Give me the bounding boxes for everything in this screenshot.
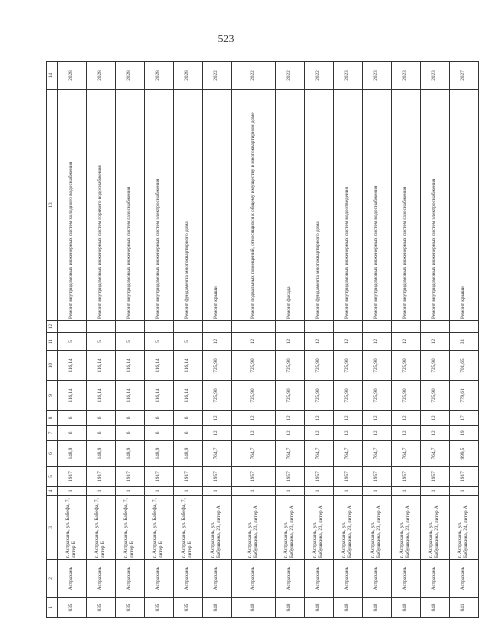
table-cell: 12	[305, 411, 334, 426]
table-cell	[334, 321, 363, 333]
table-cell: 1	[421, 487, 450, 496]
table-cell: 116,14	[145, 351, 174, 381]
table-cell: 779,61	[450, 381, 479, 411]
table-cell: 12	[305, 426, 334, 441]
table-cell: 1	[145, 487, 174, 496]
table-cell: 1	[392, 487, 421, 496]
table-cell: 6	[58, 426, 87, 441]
table-cell: 1	[450, 487, 479, 496]
table-cell: 1917	[450, 467, 479, 487]
table-cell: Ремонт фасада	[276, 90, 305, 321]
table-cell: Астрахань	[87, 560, 116, 598]
table-cell: 841	[450, 598, 479, 618]
table-cell: Астрахань	[392, 560, 421, 598]
table-cell: 2023	[334, 62, 363, 90]
table-cell: 835	[145, 598, 174, 618]
table-cell: 1957	[421, 467, 450, 487]
column-header: 1	[47, 598, 58, 618]
table-row	[232, 62, 276, 618]
table-cell: 6	[145, 426, 174, 441]
table-cell: 835	[58, 598, 87, 618]
table-cell: Ремонт фундамента многоквартирного дома	[174, 90, 203, 321]
table-row	[363, 62, 392, 618]
table-cell: 1917	[145, 467, 174, 487]
table-cell: 1957	[363, 467, 392, 487]
table-cell: 725,90	[421, 351, 450, 381]
table-cell: Астрахань	[145, 560, 174, 598]
table-cell: 12	[363, 411, 392, 426]
table-cell: 1957	[334, 467, 363, 487]
column-header: 4	[47, 487, 58, 496]
table-cell: 1957	[276, 467, 305, 487]
table-cell: 5	[116, 333, 145, 351]
table-cell: 12	[392, 411, 421, 426]
table-cell: Астрахань	[305, 560, 334, 598]
table-cell: 116,14	[58, 381, 87, 411]
table-cell: 835	[87, 598, 116, 618]
table-cell: 2027	[450, 62, 479, 90]
table-cell: 725,90	[232, 381, 276, 411]
table-cell: Ремонт внутридомовых инженерных систем водоотведения	[334, 90, 363, 321]
table-cell: 12	[421, 411, 450, 426]
table-cell	[203, 321, 232, 333]
table-cell: Ремонт внутридомовых инженерных систем газоснабжения	[392, 90, 421, 321]
table-cell: 19	[450, 426, 479, 441]
table-cell: 1	[174, 487, 203, 496]
table-cell: г. Астрахань, ул. Бабефа, 7, литер Б	[145, 496, 174, 560]
rotated-table-container	[46, 62, 469, 618]
table-cell: 12	[363, 426, 392, 441]
table-cell: 2022	[276, 62, 305, 90]
table-cell: 1917	[58, 467, 87, 487]
column-header: 5	[47, 467, 58, 487]
table-row	[392, 62, 421, 618]
table-cell: 835	[116, 598, 145, 618]
table-cell: г. Астрахань, ул. Бабушкина, 24, литер А	[450, 496, 479, 560]
table-row	[145, 62, 174, 618]
table-cell: Ремонт крыши	[203, 90, 232, 321]
table-cell: 6	[58, 411, 87, 426]
table-cell: г. Астрахань, ул. Бабефа, 7, литер Б	[87, 496, 116, 560]
table-cell: Ремонт внутридомовых инженерных систем электроснабжения	[421, 90, 450, 321]
column-header: 14	[47, 62, 58, 90]
table-cell: 725,90	[276, 351, 305, 381]
table-cell: Ремонт фундамента многоквартирного дома	[305, 90, 334, 321]
table-cell: 764,7	[334, 441, 363, 467]
table-cell	[145, 321, 174, 333]
table-row	[203, 62, 232, 618]
table-cell: 2028	[87, 62, 116, 90]
table-cell: 725,90	[305, 381, 334, 411]
table-cell: 148,9	[116, 441, 145, 467]
table-cell: 1	[276, 487, 305, 496]
table-cell: 12	[334, 333, 363, 351]
table-cell: 148,9	[58, 441, 87, 467]
table-cell: 12	[305, 333, 334, 351]
table-row	[334, 62, 363, 618]
table-cell: 2023	[363, 62, 392, 90]
table-cell: 12	[203, 333, 232, 351]
table-cell: 12	[232, 411, 276, 426]
table-row	[305, 62, 334, 618]
table-cell: 1957	[232, 467, 276, 487]
column-header: 6	[47, 441, 58, 467]
table-cell: 2028	[145, 62, 174, 90]
table-cell: 12	[334, 426, 363, 441]
table-cell: 840	[232, 598, 276, 618]
table-cell: 725,90	[305, 351, 334, 381]
table-cell: 1917	[116, 467, 145, 487]
table-cell	[305, 321, 334, 333]
table-cell: Астрахань	[363, 560, 392, 598]
table-cell: 725,90	[392, 351, 421, 381]
table-cell: г. Астрахань, ул. Бабушкина, 23, литер А	[305, 496, 334, 560]
table-row	[421, 62, 450, 618]
table-row	[174, 62, 203, 618]
table-cell: 840	[203, 598, 232, 618]
table-cell: 835	[174, 598, 203, 618]
table-cell	[450, 321, 479, 333]
table-cell	[392, 321, 421, 333]
column-header: 9	[47, 381, 58, 411]
table-cell: Ремонт внутридомовых инженерных систем газоснабжения	[116, 90, 145, 321]
table-cell: 116,14	[174, 381, 203, 411]
table-row	[450, 62, 479, 618]
table-cell: 148,9	[174, 441, 203, 467]
table-cell: 1	[363, 487, 392, 496]
table-cell: 12	[421, 333, 450, 351]
page-number: 523	[217, 33, 235, 45]
table-cell: 840	[276, 598, 305, 618]
table-cell: г. Астрахань, ул. Бабушкина, 23, литер А	[276, 496, 305, 560]
table-cell: 12	[203, 411, 232, 426]
table-cell: 701,65	[450, 351, 479, 381]
table-cell: 12	[392, 333, 421, 351]
table-cell: г. Астрахань, ул. Бабефа, 7, литер Б	[58, 496, 87, 560]
table-cell	[421, 321, 450, 333]
table-cell: Астрахань	[276, 560, 305, 598]
table-cell: 2022	[203, 62, 232, 90]
table-cell: 1917	[174, 467, 203, 487]
table-cell: 2028	[58, 62, 87, 90]
table-cell: Ремонт внутридомовых инженерных систем водоснабжения	[363, 90, 392, 321]
table-row	[87, 62, 116, 618]
table-cell: 725,90	[421, 381, 450, 411]
table-cell: 840	[363, 598, 392, 618]
table-cell: г. Астрахань, ул. Бабушкина, 23, литер А	[334, 496, 363, 560]
table-cell: 725,90	[276, 381, 305, 411]
table-cell: Ремонт подвальных помещений, относящихся к общему имуществу в многоквартирном доме	[232, 90, 276, 321]
table-cell: 764,7	[276, 441, 305, 467]
table-cell: г. Астрахань, ул. Бабефа, 7, литер Б	[174, 496, 203, 560]
table-row	[58, 62, 87, 618]
table-cell: 1	[334, 487, 363, 496]
table-cell: 5	[87, 333, 116, 351]
table-cell: Астрахань	[421, 560, 450, 598]
table-cell: 725,90	[334, 351, 363, 381]
table-cell: Ремонт внутридомовых инженерных систем холодного водоснабжения	[58, 90, 87, 321]
table-cell: 6	[116, 411, 145, 426]
table-cell: 764,7	[305, 441, 334, 467]
table-cell: г. Астрахань, ул. Бабушкина, 23, литер А	[392, 496, 421, 560]
table-cell: Астрахань	[58, 560, 87, 598]
table-cell: Астрахань	[116, 560, 145, 598]
table-cell: 116,14	[116, 381, 145, 411]
table-cell: 764,7	[232, 441, 276, 467]
table-cell: 2023	[421, 62, 450, 90]
table-cell: г. Астрахань, ул. Бабушкина, 23, литер А	[363, 496, 392, 560]
table-cell: 12	[203, 426, 232, 441]
table-cell: 764,7	[421, 441, 450, 467]
table-cell	[276, 321, 305, 333]
table-cell: 116,14	[145, 381, 174, 411]
table-cell: 2022	[305, 62, 334, 90]
table-cell: 6	[174, 411, 203, 426]
table-row	[116, 62, 145, 618]
table-cell: 116,14	[87, 351, 116, 381]
table-row	[276, 62, 305, 618]
table-cell: 5	[174, 333, 203, 351]
table-cell	[58, 321, 87, 333]
table-cell: 116,14	[116, 351, 145, 381]
column-header: 2	[47, 560, 58, 598]
table-cell: 764,7	[363, 441, 392, 467]
table-cell	[232, 321, 276, 333]
column-header: 11	[47, 333, 58, 351]
table-cell: 1957	[392, 467, 421, 487]
column-header: 13	[47, 90, 58, 321]
table-cell: 725,90	[392, 381, 421, 411]
table-cell: 999,5	[450, 441, 479, 467]
table-cell: 725,90	[232, 351, 276, 381]
table-cell: 2022	[232, 62, 276, 90]
table-cell	[87, 321, 116, 333]
table-cell: 2028	[174, 62, 203, 90]
table-cell: 725,90	[334, 381, 363, 411]
column-header: 12	[47, 321, 58, 333]
column-header: 3	[47, 496, 58, 560]
column-header: 7	[47, 426, 58, 441]
table-cell: 764,7	[203, 441, 232, 467]
table-cell: 6	[87, 411, 116, 426]
table-cell: 17	[450, 411, 479, 426]
table-cell: 840	[305, 598, 334, 618]
table-cell: 12	[421, 426, 450, 441]
table-cell: 116,14	[87, 381, 116, 411]
table-cell: г. Астрахань, ул. Бабушкина, 23, литер А	[203, 496, 232, 560]
table-cell: Астрахань	[174, 560, 203, 598]
table-cell: г. Астрахань, ул. Бабушкина, 23, литер А	[421, 496, 450, 560]
table-cell: 725,90	[363, 381, 392, 411]
table-cell	[363, 321, 392, 333]
table-cell: 6	[145, 411, 174, 426]
table-cell: 116,14	[58, 351, 87, 381]
column-header: 8	[47, 411, 58, 426]
table-cell: 1	[87, 487, 116, 496]
table-cell: Ремонт внутридомовых инженерных систем электроснабжения	[145, 90, 174, 321]
table-cell: 840	[334, 598, 363, 618]
table-cell	[174, 321, 203, 333]
table-cell: Астрахань	[334, 560, 363, 598]
table-cell: 725,90	[363, 351, 392, 381]
table-cell: 840	[421, 598, 450, 618]
table-cell: 2023	[392, 62, 421, 90]
table-cell: 1	[305, 487, 334, 496]
table-cell: 725,90	[203, 381, 232, 411]
table-cell: 12	[276, 333, 305, 351]
table-cell: 1	[58, 487, 87, 496]
header-row	[47, 62, 58, 618]
table-cell: Ремонт внутридомовых инженерных систем горячего водоснабжения	[87, 90, 116, 321]
table-cell: Астрахань	[450, 560, 479, 598]
table-cell: 1	[116, 487, 145, 496]
table-cell: 12	[276, 426, 305, 441]
table-cell: 1917	[87, 467, 116, 487]
capital-repair-table	[46, 61, 479, 618]
table-cell: 1957	[305, 467, 334, 487]
table-cell: 6	[174, 426, 203, 441]
table-cell: Астрахань	[203, 560, 232, 598]
table-cell: 12	[276, 411, 305, 426]
column-header: 10	[47, 351, 58, 381]
table-cell: 2028	[116, 62, 145, 90]
table-cell: 725,90	[203, 351, 232, 381]
table-cell: 148,9	[145, 441, 174, 467]
table-cell: 6	[116, 426, 145, 441]
table-cell: 1	[232, 487, 276, 496]
table-cell: 6	[87, 426, 116, 441]
table-cell: 12	[363, 333, 392, 351]
table-cell: г. Астрахань, ул. Бабушкина, 23, литер А	[232, 496, 276, 560]
table-cell: 1	[203, 487, 232, 496]
table-cell: 840	[392, 598, 421, 618]
table-cell: 12	[232, 333, 276, 351]
table-cell: 5	[145, 333, 174, 351]
table-cell: 1957	[203, 467, 232, 487]
table-cell	[116, 321, 145, 333]
table-cell: 12	[392, 426, 421, 441]
table-cell: 148,9	[87, 441, 116, 467]
table-cell: 116,14	[174, 351, 203, 381]
table-cell: 5	[58, 333, 87, 351]
table-cell: 12	[232, 426, 276, 441]
table-cell: 31	[450, 333, 479, 351]
table-cell: Астрахань	[232, 560, 276, 598]
table-cell: 764,7	[392, 441, 421, 467]
table-cell: г. Астрахань, ул. Бабефа, 7, литер Б	[116, 496, 145, 560]
table-cell: Ремонт крыши	[450, 90, 479, 321]
table-cell: 12	[334, 411, 363, 426]
